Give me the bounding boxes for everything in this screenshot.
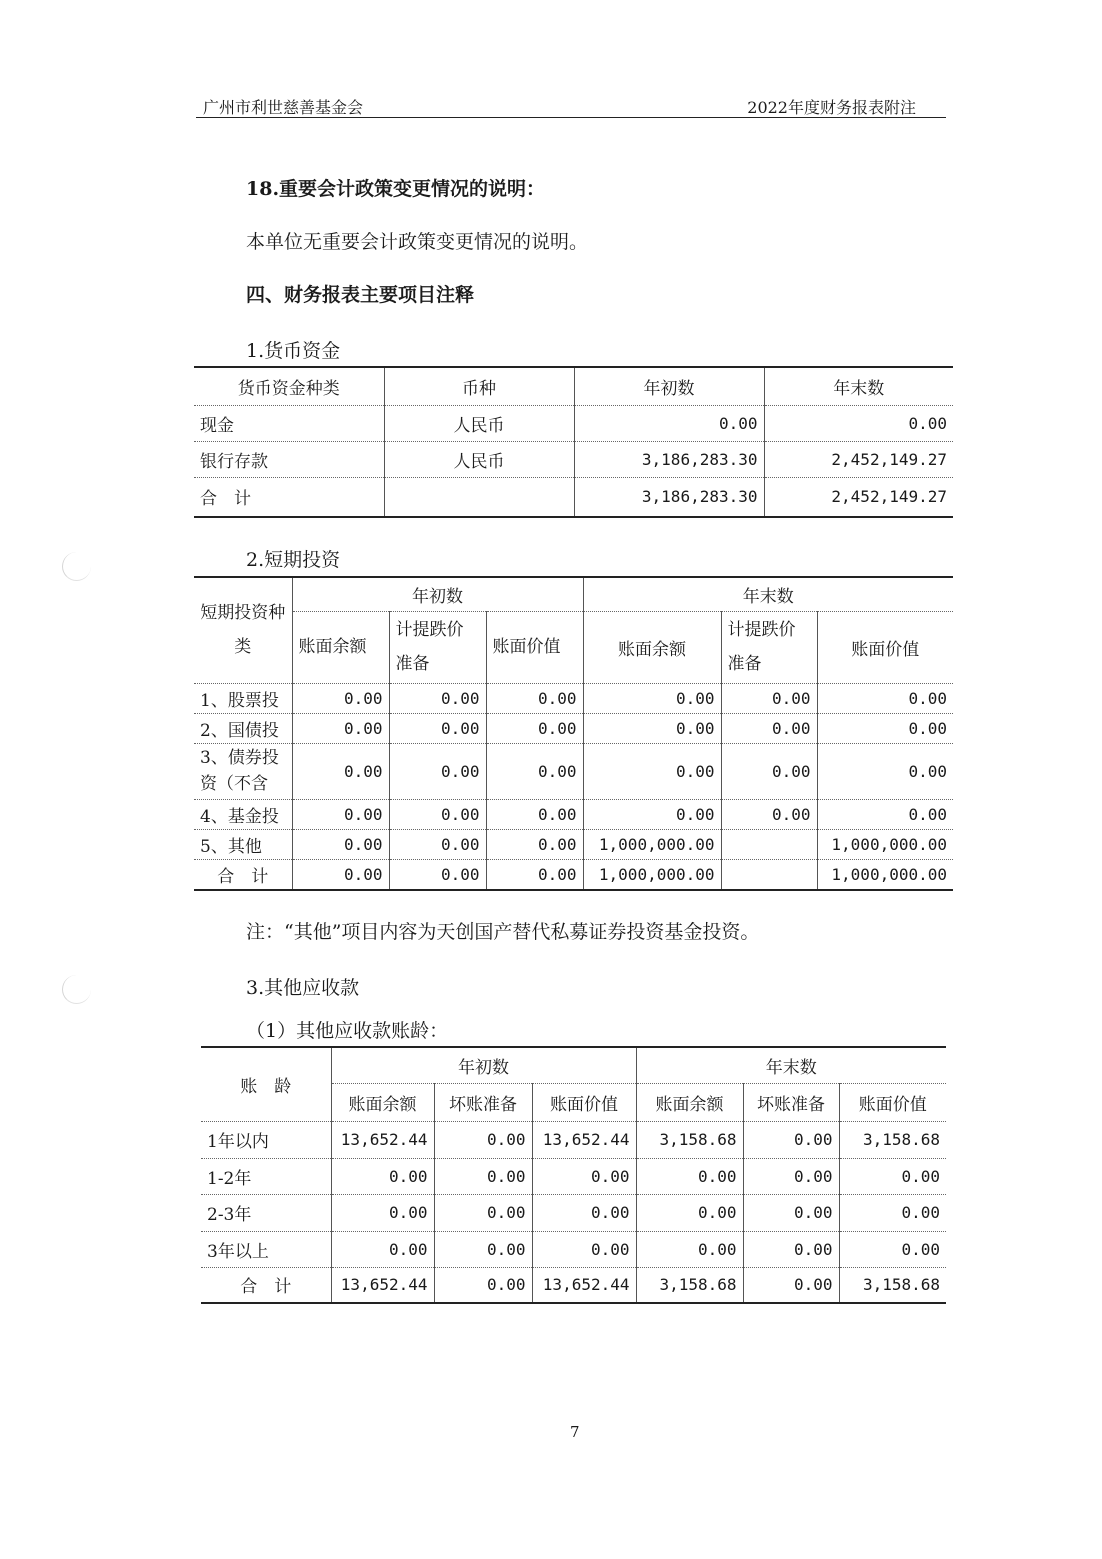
cash-begin-cell: 0.00 (574, 405, 764, 441)
other-begin-header: 年初数 (331, 1047, 636, 1083)
other-age-cell: 2-3年 (201, 1194, 331, 1231)
table-row (194, 683, 953, 713)
other-age-header: 账 龄 (201, 1047, 331, 1121)
other-value-cell: 3,158.68 (839, 1121, 946, 1158)
other-total-label: 合 计 (201, 1267, 331, 1303)
short-value-cell: 1,000,000.00 (583, 829, 721, 859)
section-4-title: 四、财务报表主要项目注释 (246, 284, 475, 306)
other-value-cell: 0.00 (839, 1231, 946, 1267)
other-value-cell: 0.00 (743, 1231, 839, 1267)
other-value-cell: 3,158.68 (636, 1121, 743, 1158)
cash-header-row (194, 367, 953, 405)
other-total-cell: 3,158.68 (636, 1267, 743, 1303)
other-value-cell: 0.00 (636, 1194, 743, 1231)
short-value-cell: 0.00 (583, 713, 721, 743)
short-value-cell: 0.00 (817, 743, 953, 799)
other-total-row (201, 1267, 946, 1303)
short-value-cell (721, 829, 817, 859)
other-receivables-subtitle: （1）其他应收款账龄： (246, 1020, 449, 1042)
short-subheader-row (194, 611, 953, 683)
short-value-cell: 0.00 (389, 799, 486, 829)
other-value-cell: 0.00 (434, 1121, 532, 1158)
table-row (201, 1158, 946, 1194)
short-investment-note: 注：“其他”项目内容为天创国产替代私募证券投资基金投资。 (246, 921, 760, 943)
cash-currency-cell: 人民币 (384, 405, 574, 441)
short-total-row (194, 859, 953, 890)
short-type-cell: 1、股票投 (194, 683, 292, 713)
table-row (194, 441, 953, 477)
short-type-cell: 5、其他 (194, 829, 292, 859)
cash-type-cell: 现金 (194, 405, 384, 441)
short-sub-header: 计提跌价准备 (721, 611, 817, 683)
punch-hole-mark (62, 552, 91, 581)
cash-header-end: 年末数 (764, 367, 953, 405)
other-sub-header: 账面余额 (331, 1083, 434, 1121)
short-value-cell: 0.00 (583, 683, 721, 713)
other-header-row (201, 1047, 946, 1083)
table-row (194, 829, 953, 859)
short-value-cell: 0.00 (721, 683, 817, 713)
header-org: 广州市利世慈善基金会 (203, 98, 364, 117)
cash-end-cell: 2,452,149.27 (764, 441, 953, 477)
other-value-cell: 13,652.44 (532, 1121, 636, 1158)
other-value-cell: 0.00 (743, 1158, 839, 1194)
short-type-cell: 2、国债投 (194, 713, 292, 743)
short-total-cell: 0.00 (292, 859, 389, 890)
short-value-cell: 0.00 (389, 743, 486, 799)
short-value-cell: 0.00 (389, 829, 486, 859)
short-value-cell: 0.00 (721, 743, 817, 799)
other-total-cell: 13,652.44 (532, 1267, 636, 1303)
short-value-cell: 0.00 (721, 713, 817, 743)
short-total-cell: 0.00 (389, 859, 486, 890)
other-value-cell: 0.00 (636, 1158, 743, 1194)
cash-header-type: 货币资金种类 (194, 367, 384, 405)
short-value-cell: 0.00 (292, 829, 389, 859)
short-value-cell: 0.00 (292, 683, 389, 713)
short-sub-header: 账面价值 (486, 611, 583, 683)
header-rule (196, 117, 946, 118)
short-header-row (194, 577, 953, 611)
other-value-cell: 13,652.44 (331, 1121, 434, 1158)
other-age-cell: 3年以上 (201, 1231, 331, 1267)
short-type-cell: 3、债券投资（不含 (194, 743, 292, 799)
short-value-cell: 0.00 (292, 743, 389, 799)
other-total-cell: 3,158.68 (839, 1267, 946, 1303)
cash-header-begin: 年初数 (574, 367, 764, 405)
short-sub-header: 计提跌价准备 (389, 611, 486, 683)
cash-total-currency (384, 477, 574, 517)
page-number: 7 (570, 1423, 580, 1441)
table-row (201, 1194, 946, 1231)
short-value-cell: 0.00 (817, 799, 953, 829)
short-total-cell: 1,000,000.00 (817, 859, 953, 890)
other-age-cell: 1-2年 (201, 1158, 331, 1194)
short-value-cell: 0.00 (486, 713, 583, 743)
short-investment-table (194, 576, 953, 891)
other-value-cell: 0.00 (743, 1194, 839, 1231)
short-value-cell: 0.00 (486, 683, 583, 713)
other-total-cell: 13,652.44 (331, 1267, 434, 1303)
short-value-cell: 0.00 (292, 713, 389, 743)
cash-currency-cell: 人民币 (384, 441, 574, 477)
short-value-cell: 0.00 (721, 799, 817, 829)
other-value-cell: 0.00 (532, 1194, 636, 1231)
other-value-cell: 0.00 (636, 1231, 743, 1267)
other-value-cell: 0.00 (532, 1158, 636, 1194)
other-sub-header: 坏账准备 (743, 1083, 839, 1121)
short-total-cell: 0.00 (486, 859, 583, 890)
cash-total-end: 2,452,149.27 (764, 477, 953, 517)
short-value-cell: 1,000,000.00 (817, 829, 953, 859)
short-sub-header: 账面余额 (583, 611, 721, 683)
cash-end-cell: 0.00 (764, 405, 953, 441)
table-row (194, 713, 953, 743)
short-value-cell: 0.00 (817, 713, 953, 743)
other-sub-header: 坏账准备 (434, 1083, 532, 1121)
other-age-cell: 1年以内 (201, 1121, 331, 1158)
short-value-cell: 0.00 (583, 743, 721, 799)
table-row (194, 743, 953, 799)
short-value-cell: 0.00 (486, 829, 583, 859)
short-value-cell: 0.00 (389, 713, 486, 743)
other-value-cell: 0.00 (331, 1194, 434, 1231)
other-total-cell: 0.00 (743, 1267, 839, 1303)
other-value-cell: 0.00 (743, 1121, 839, 1158)
cash-table (194, 366, 953, 518)
cash-header-currency: 币种 (384, 367, 574, 405)
other-value-cell: 0.00 (434, 1194, 532, 1231)
header-report-title: 2022年度财务报表附注 (747, 98, 916, 117)
other-value-cell: 0.00 (331, 1231, 434, 1267)
section-18-title: 18.重要会计政策变更情况的说明： (246, 178, 546, 200)
other-receivables-table (201, 1046, 946, 1304)
cash-total-row (194, 477, 953, 517)
other-value-cell: 0.00 (434, 1231, 532, 1267)
table-row (201, 1121, 946, 1158)
other-value-cell: 0.00 (839, 1194, 946, 1231)
cash-total-label: 合 计 (194, 477, 384, 517)
table-row (194, 405, 953, 441)
other-value-cell: 0.00 (532, 1231, 636, 1267)
short-total-label: 合 计 (194, 859, 292, 890)
short-value-cell: 0.00 (817, 683, 953, 713)
table-row (194, 799, 953, 829)
short-value-cell: 0.00 (486, 743, 583, 799)
cash-section-title: 1.货币资金 (246, 340, 341, 362)
other-sub-header: 账面价值 (532, 1083, 636, 1121)
short-value-cell: 0.00 (486, 799, 583, 829)
short-total-cell: 1,000,000.00 (583, 859, 721, 890)
other-sub-header: 账面价值 (839, 1083, 946, 1121)
short-total-cell (721, 859, 817, 890)
short-sub-header: 账面余额 (292, 611, 389, 683)
other-value-cell: 0.00 (331, 1158, 434, 1194)
other-total-cell: 0.00 (434, 1267, 532, 1303)
other-value-cell: 0.00 (839, 1158, 946, 1194)
other-receivables-title: 3.其他应收款 (246, 977, 360, 999)
table-row (201, 1231, 946, 1267)
short-end-header: 年末数 (583, 577, 953, 611)
short-type-header: 短期投资种类 (194, 577, 292, 683)
short-type-cell: 4、基金投 (194, 799, 292, 829)
other-end-header: 年末数 (636, 1047, 946, 1083)
cash-total-begin: 3,186,283.30 (574, 477, 764, 517)
other-value-cell: 0.00 (434, 1158, 532, 1194)
other-sub-header: 账面余额 (636, 1083, 743, 1121)
short-investment-title: 2.短期投资 (246, 549, 341, 571)
short-value-cell: 0.00 (583, 799, 721, 829)
punch-hole-mark (62, 975, 91, 1004)
short-value-cell: 0.00 (292, 799, 389, 829)
short-value-cell: 0.00 (389, 683, 486, 713)
cash-begin-cell: 3,186,283.30 (574, 441, 764, 477)
short-begin-header: 年初数 (292, 577, 583, 611)
short-sub-header: 账面价值 (817, 611, 953, 683)
section-18-text: 本单位无重要会计政策变更情况的说明。 (246, 231, 589, 253)
cash-type-cell: 银行存款 (194, 441, 384, 477)
